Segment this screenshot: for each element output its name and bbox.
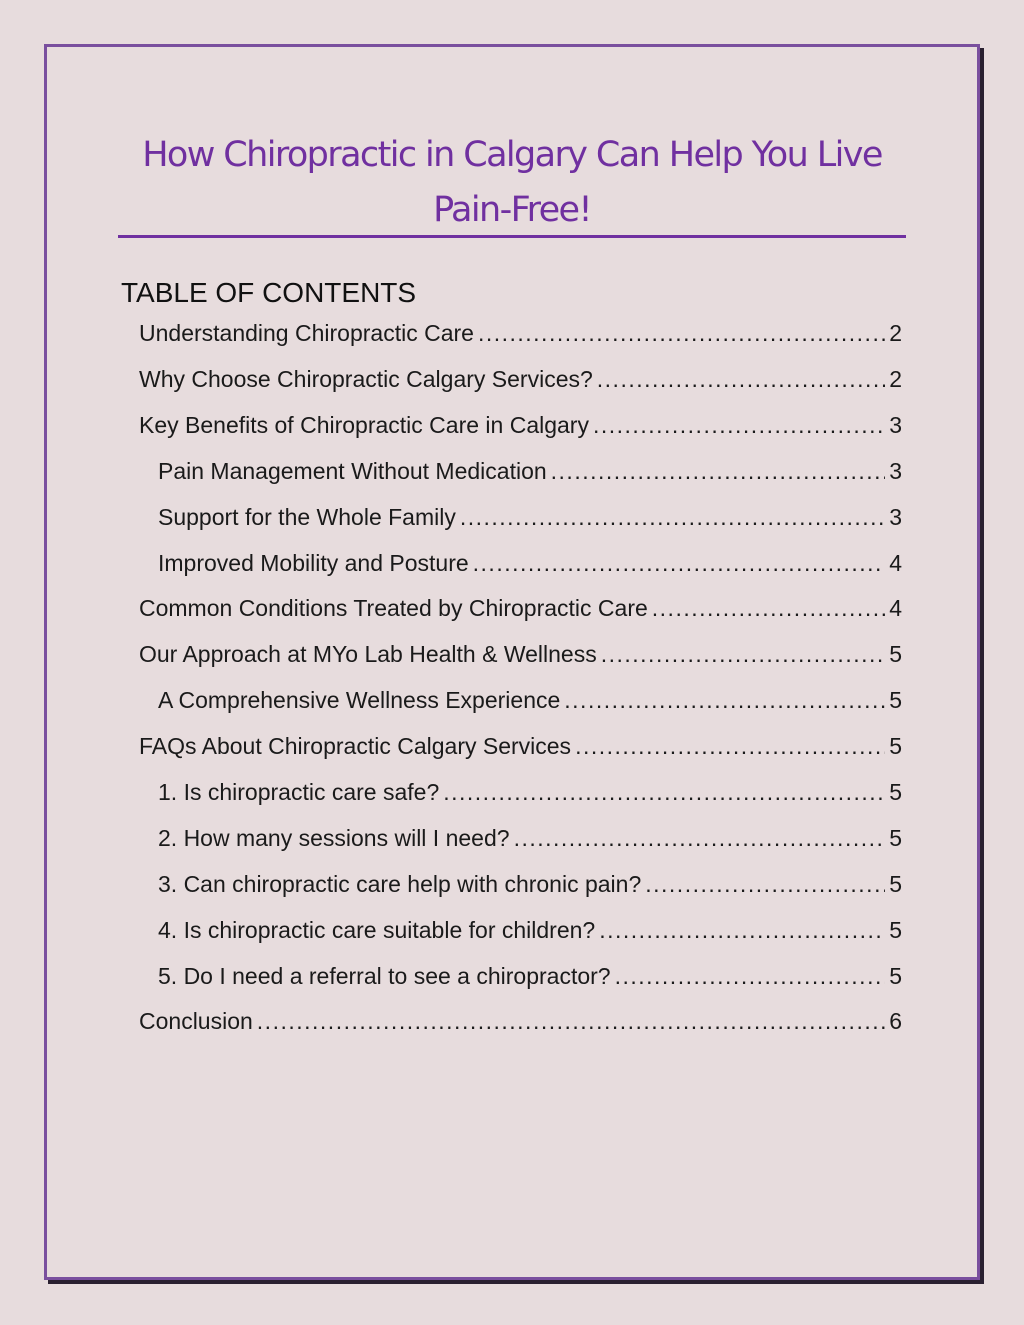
toc-entry-page: 5 bbox=[889, 779, 902, 805]
toc-dot-leader bbox=[443, 775, 885, 809]
toc-entry-faq-5[interactable] bbox=[158, 959, 902, 993]
toc-entry-faqs[interactable] bbox=[139, 729, 902, 763]
toc-dot-leader bbox=[652, 591, 885, 625]
toc-entry-page: 5 bbox=[889, 917, 902, 943]
toc-entry-page: 3 bbox=[889, 504, 902, 530]
toc-entry-page: 5 bbox=[889, 963, 902, 989]
toc-entry-label: FAQs About Chiropractic Calgary Services bbox=[139, 733, 572, 759]
toc-dot-leader bbox=[473, 546, 886, 580]
toc-entry-label: 3. Can chiropractic care help with chronic pain? bbox=[158, 871, 642, 897]
toc-entry-faq-3[interactable] bbox=[158, 867, 902, 901]
toc-entry-label: Our Approach at MYo Lab Health & Wellness bbox=[139, 641, 597, 667]
toc-dot-leader bbox=[597, 362, 885, 396]
toc-entry-page: 5 bbox=[889, 871, 902, 897]
toc-entry-page: 4 bbox=[889, 595, 902, 621]
toc-entry-pain-management[interactable] bbox=[158, 454, 902, 488]
toc-entry-page: 5 bbox=[889, 825, 902, 851]
toc-dot-leader bbox=[514, 821, 886, 855]
toc-entry-page: 4 bbox=[889, 550, 902, 576]
toc-entry-label: Pain Management Without Medication bbox=[158, 458, 547, 484]
toc-entry-page: 5 bbox=[889, 733, 902, 759]
toc-entry-label: A Comprehensive Wellness Experience bbox=[158, 687, 561, 713]
toc-entry-page: 2 bbox=[889, 366, 902, 392]
toc-dot-leader bbox=[645, 867, 885, 901]
toc-entry-faq-4[interactable] bbox=[158, 913, 902, 947]
toc-entry-faq-1[interactable] bbox=[158, 775, 902, 809]
toc-dot-leader bbox=[460, 500, 885, 534]
toc-entry-label: 1. Is chiropractic care safe? bbox=[158, 779, 440, 805]
toc-entry-label: Why Choose Chiropractic Calgary Services? bbox=[139, 366, 593, 392]
toc-entry-whole-family[interactable] bbox=[158, 500, 902, 534]
toc-entry-mobility-posture[interactable] bbox=[158, 546, 902, 580]
toc-entry-understanding-chiropractic-care[interactable] bbox=[139, 316, 902, 350]
toc-entry-our-approach[interactable] bbox=[139, 637, 902, 671]
toc-dot-leader bbox=[601, 637, 885, 671]
toc-dot-leader bbox=[615, 959, 886, 993]
toc-entry-label: Common Conditions Treated by Chiropractic Care bbox=[139, 595, 648, 621]
toc-entry-page: 6 bbox=[889, 1008, 902, 1034]
toc-entry-page: 5 bbox=[889, 641, 902, 667]
toc-dot-leader bbox=[478, 316, 885, 350]
toc-dot-leader bbox=[599, 913, 885, 947]
toc-dot-leader bbox=[551, 454, 886, 488]
toc-entry-page: 5 bbox=[889, 687, 902, 713]
toc-dot-leader bbox=[257, 1004, 885, 1038]
toc-entry-label: Conclusion bbox=[139, 1008, 253, 1034]
toc-entry-label: 5. Do I need a referral to see a chiropractor? bbox=[158, 963, 611, 989]
toc-entry-label: Support for the Whole Family bbox=[158, 504, 456, 530]
toc-entry-label: 2. How many sessions will I need? bbox=[158, 825, 510, 851]
toc-entry-page: 3 bbox=[889, 412, 902, 438]
toc-dot-leader bbox=[575, 729, 885, 763]
document-title: How Chiropractic in Calgary Can Help You Live Pain-Free! bbox=[142, 135, 882, 230]
toc-entry-common-conditions[interactable] bbox=[139, 591, 902, 625]
toc-entry-conclusion[interactable] bbox=[139, 1004, 902, 1038]
toc-entry-wellness-experience[interactable] bbox=[158, 683, 902, 717]
title-underline bbox=[118, 235, 906, 238]
toc-dot-leader bbox=[564, 683, 885, 717]
toc-entry-page: 3 bbox=[889, 458, 902, 484]
toc-heading: TABLE OF CONTENTS bbox=[121, 277, 417, 308]
toc-entry-key-benefits[interactable] bbox=[139, 408, 902, 442]
toc-entry-label: 4. Is chiropractic care suitable for children? bbox=[158, 917, 596, 943]
toc-dot-leader bbox=[593, 408, 885, 442]
toc-entry-label: Understanding Chiropractic Care bbox=[139, 320, 474, 346]
toc-entry-why-choose[interactable] bbox=[139, 362, 902, 396]
toc-entry-page: 2 bbox=[889, 320, 902, 346]
toc-entry-faq-2[interactable] bbox=[158, 821, 902, 855]
toc-entry-label: Improved Mobility and Posture bbox=[158, 550, 469, 576]
toc-entry-label: Key Benefits of Chiropractic Care in Calgary bbox=[139, 412, 589, 438]
